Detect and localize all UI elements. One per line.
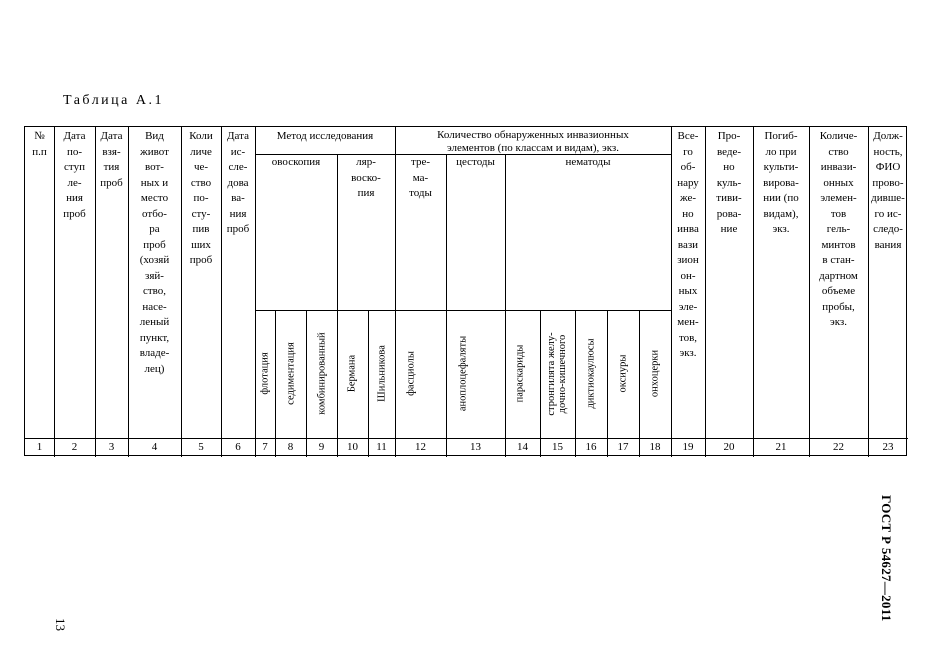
subcol-divider xyxy=(306,310,307,457)
subheader-oxyuris: оксиуры xyxy=(617,354,629,393)
col-number: 7 xyxy=(262,441,268,453)
col-number: 22 xyxy=(833,441,844,453)
subcol-divider xyxy=(575,310,576,457)
col-number: 18 xyxy=(649,441,661,453)
page-number: 13 xyxy=(53,618,68,631)
col-divider xyxy=(255,127,256,457)
numbers-row-line xyxy=(25,438,908,439)
subcol-divider xyxy=(639,310,640,457)
header-sample-count: Коли личе че- ство по- сту- пив ших проб xyxy=(189,130,213,266)
header-ovoscopy: овоскопия xyxy=(271,156,321,168)
col-number: 3 xyxy=(108,441,115,453)
subcol-divider xyxy=(607,310,608,457)
subcol-divider xyxy=(540,310,541,457)
col-number: 1 xyxy=(36,441,43,453)
subheader-parascaris: параскариды xyxy=(514,344,526,403)
col-number: 6 xyxy=(235,441,241,453)
col-number: 23 xyxy=(882,441,894,453)
subcol-divider xyxy=(446,154,447,457)
col-number: 21 xyxy=(775,441,787,453)
col-number: 4 xyxy=(151,441,158,453)
subheader-flotation: флотация xyxy=(259,352,271,395)
header-larvoscopy: ляр- воско- пия xyxy=(351,156,381,199)
col-number: 17 xyxy=(617,441,629,453)
col-number: 15 xyxy=(552,441,563,453)
col-number: 19 xyxy=(682,441,694,453)
subheader-strongylata: стронгилята желу- дочно-кишечного xyxy=(546,332,568,416)
col-number: 2 xyxy=(71,441,78,453)
header-nematodes: нематоды xyxy=(565,156,611,168)
header-method: Метод исследования xyxy=(276,130,374,142)
col-number: 16 xyxy=(585,441,597,453)
subcol-divider xyxy=(275,310,276,457)
subheader-berman: Бермана xyxy=(346,354,358,393)
subheader-onchocerca: онхоцерки xyxy=(649,349,661,398)
subheader-fasciola: фасциолы xyxy=(405,351,417,396)
header-sampling-date: Дата взя- тия проб xyxy=(100,130,123,189)
table-caption: Таблица А.1 xyxy=(63,93,164,108)
subheader-sedimentation: седиментация xyxy=(285,342,297,405)
header-study-date: Дата ис- сле- дова ва- ния проб xyxy=(226,130,250,235)
header-receipt-date: Дата по- ступ ле- ния проб xyxy=(63,130,86,220)
col-number: 10 xyxy=(347,441,358,453)
subcol-divider xyxy=(368,310,369,457)
methods-bottom-line xyxy=(255,310,671,311)
header-trematodes: тре- ма- тоды xyxy=(409,156,432,199)
col-number: 9 xyxy=(318,441,325,453)
header-invasive-count: Количество обнаруженных инвазионных элементов (по классам и видам), экз. xyxy=(437,129,629,154)
subheader-dictyocaulus: диктиокаулюсы xyxy=(585,338,597,409)
col-number: 11 xyxy=(376,441,387,453)
subcol-divider xyxy=(505,154,506,457)
col-number: 14 xyxy=(517,441,528,453)
subheader-anoplocephalata: аноплоцефаляты xyxy=(457,335,469,412)
header-died-cultivation: Погиб- ло при культи- вирова- нии (по видам), экз. xyxy=(763,130,799,235)
col-number: 20 xyxy=(723,441,735,453)
col-number: 5 xyxy=(198,441,204,453)
col-number: 12 xyxy=(415,441,426,453)
header-cestodes: цестоды xyxy=(456,156,495,168)
col-number: 13 xyxy=(470,441,481,453)
col-number: 8 xyxy=(287,441,294,453)
header-number: № п.п xyxy=(32,130,47,158)
subheader-combined: комбинированный xyxy=(316,332,328,415)
header-cultivation: Про- веде- но куль- тиви- рова- ние xyxy=(716,130,742,235)
header-researcher: Долж- ность, ФИО прово- дивше- го ис- следо- вания xyxy=(871,130,905,251)
data-table xyxy=(24,126,907,456)
subheader-shilnikov: Шильникова xyxy=(376,345,388,402)
header-standard-volume: Количе- ство инвази- онных элемен- тов гель- минтов в стан- дартном объеме пробы, экз. xyxy=(819,130,858,328)
header-animal-type: Вид живот вот- ных и место отбо- ра проб (хозяй зяй- ство, насе- леный пункт, владе- лец) xyxy=(139,130,170,375)
standard-designation: ГОСТ Р 54627—2011 xyxy=(879,495,894,622)
header-total-found: Все- го об- нару же- но инва вази зион он- ных эле- мен- тов, экз. xyxy=(677,130,699,359)
